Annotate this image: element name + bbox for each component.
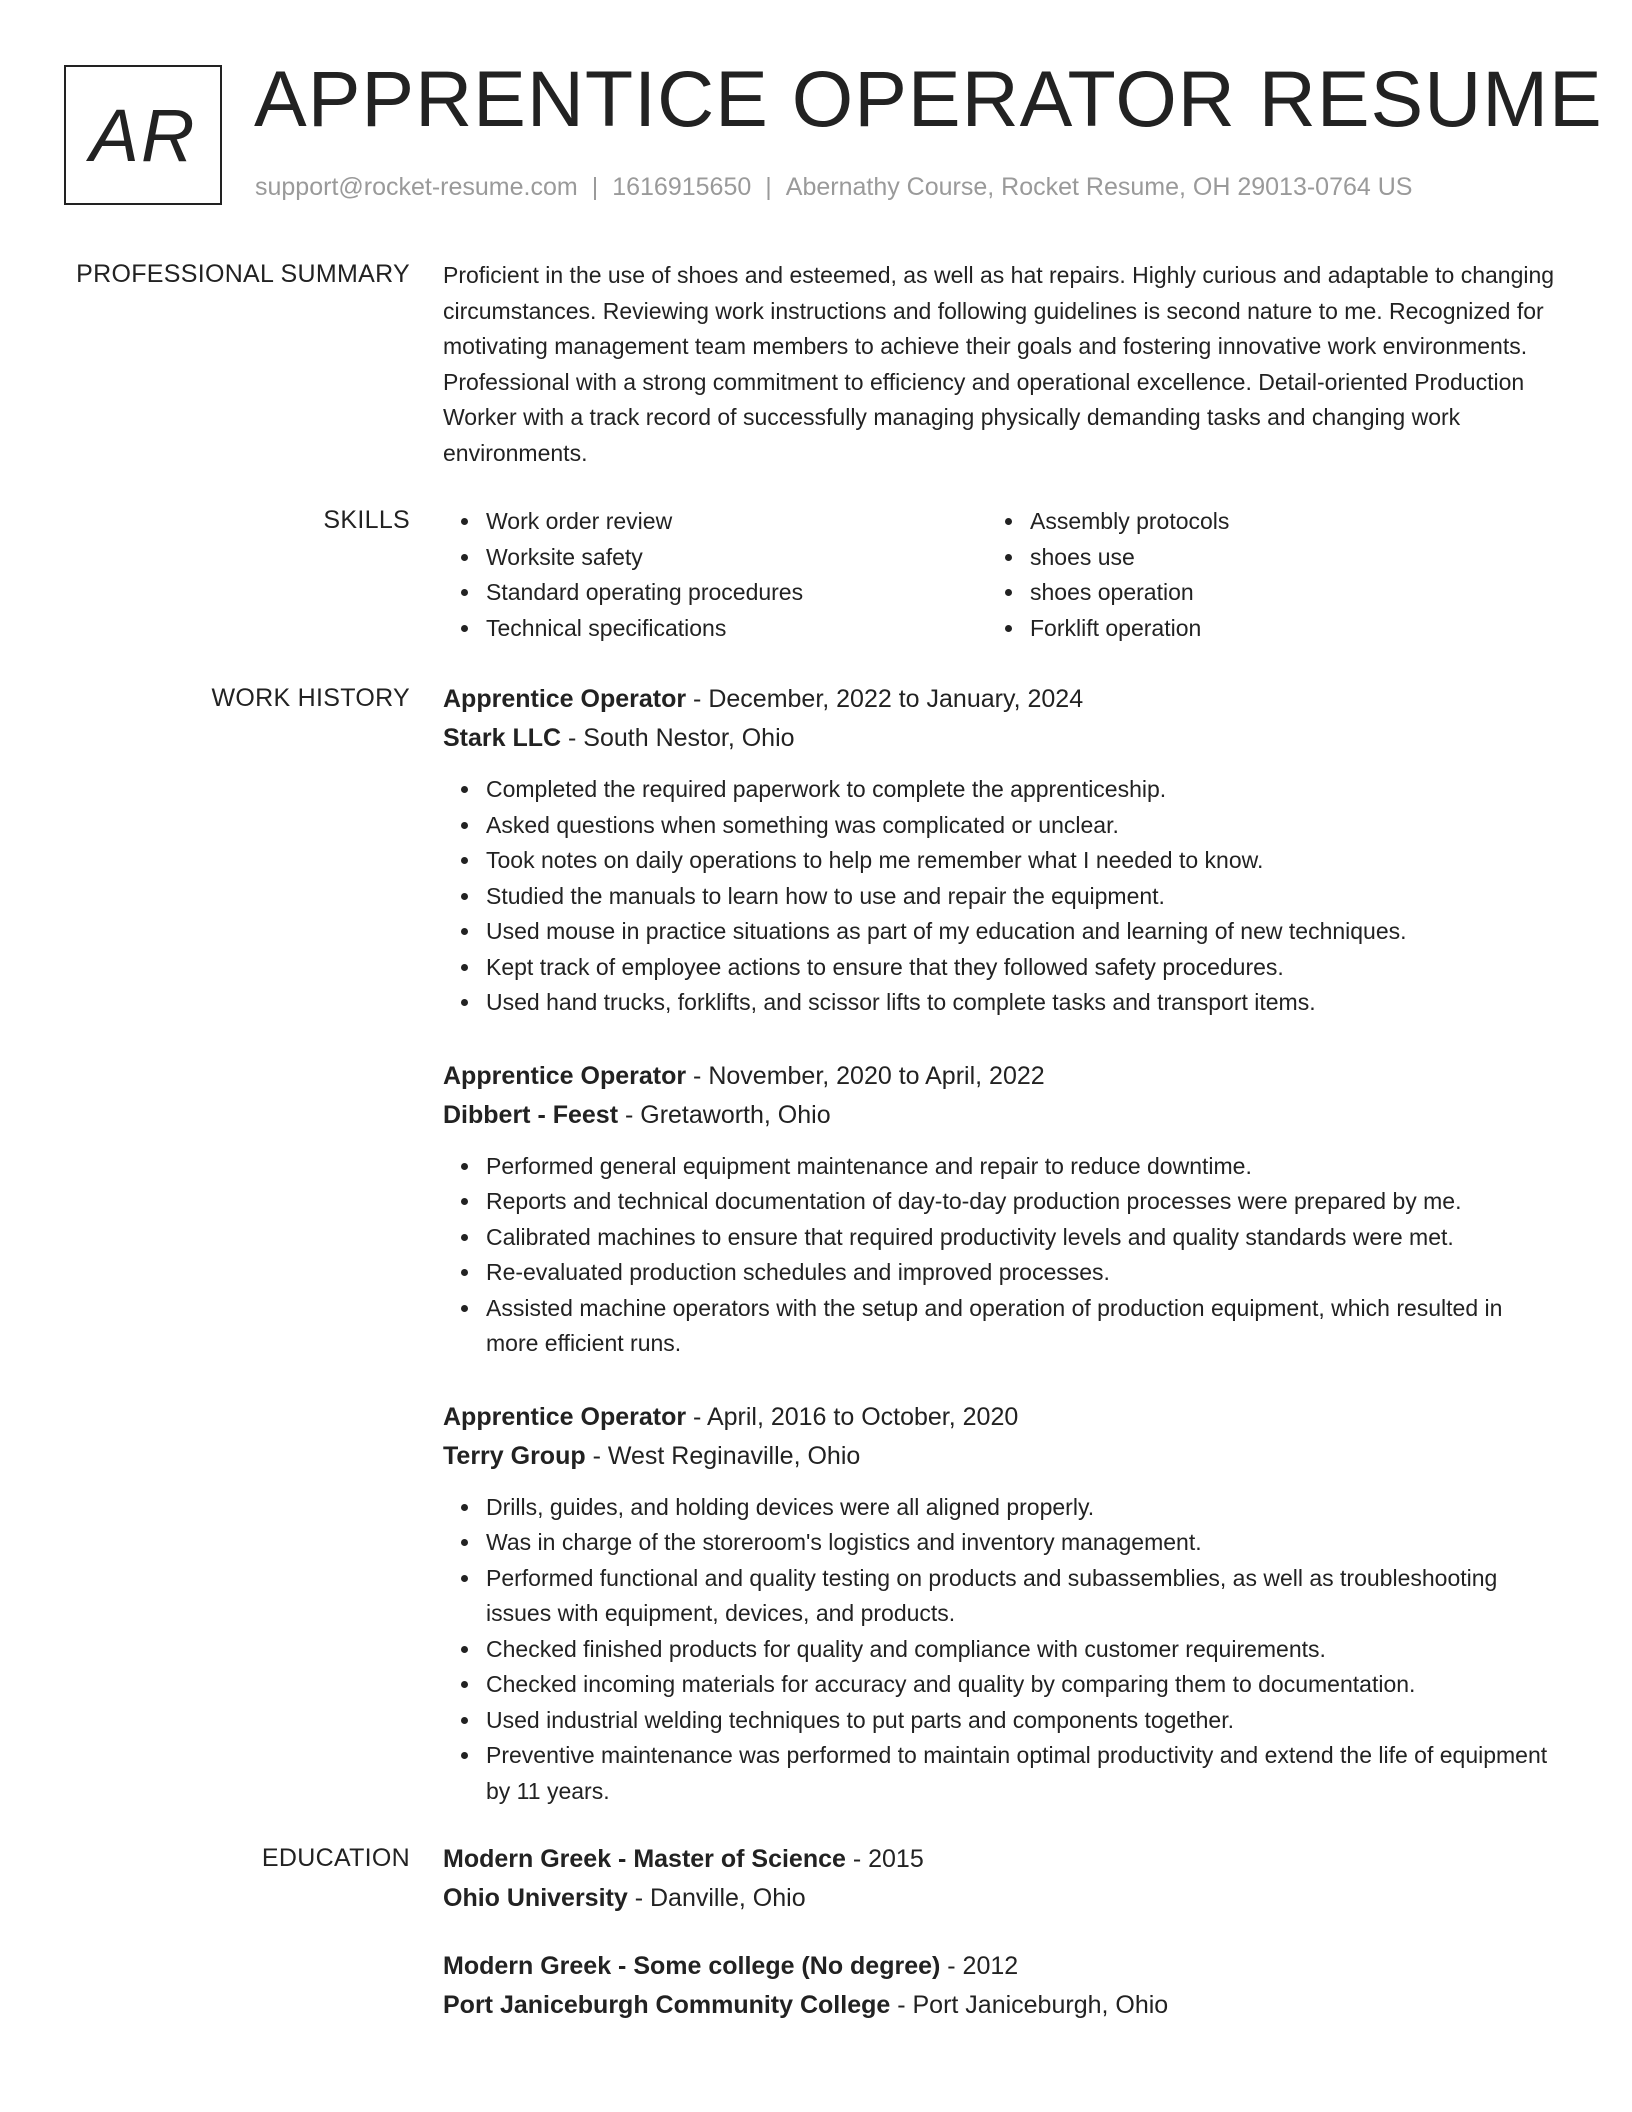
work-history-body [443, 680, 1558, 1845]
education-entry [443, 1947, 1558, 2025]
job-company-line [443, 719, 1558, 758]
job-company: Dibbert - Feest [443, 1100, 619, 1129]
education-school-line [443, 1986, 1558, 2025]
skill-item: Technical specifications [486, 611, 987, 647]
job-bullet: Asked questions when something was complicated or unclear. [486, 808, 1558, 844]
education-degree-line [443, 1947, 1558, 1986]
skill-item: shoes operation [1030, 575, 1531, 611]
separator: | [591, 173, 599, 201]
education-year: - 2012 [940, 1952, 1019, 1980]
contact-line [255, 173, 1412, 202]
job-location: - South Nestor, Ohio [561, 724, 795, 752]
education-school: Ohio University [443, 1884, 628, 1912]
work-history-heading: WORK HISTORY [211, 684, 410, 712]
job-bullet: Kept track of employee actions to ensure that they followed safety procedures. [486, 950, 1558, 986]
job-dates: - April, 2016 to October, 2020 [686, 1402, 1019, 1431]
job-bullet: Assisted machine operators with the setup and operation of production equipment, which resulted in more efficient runs. [486, 1291, 1558, 1362]
job-location: - West Reginaville, Ohio [585, 1441, 861, 1470]
monogram: AR [64, 65, 222, 205]
job-bullet: Re-evaluated production schedules and improved processes. [486, 1255, 1558, 1291]
job-company: Stark LLC [443, 724, 562, 752]
skills-body [443, 504, 1558, 646]
job-bullet: Drills, guides, and holding devices were all aligned properly. [486, 1490, 1558, 1526]
skills-heading: SKILLS [323, 506, 410, 534]
education-year: - 2015 [845, 1845, 924, 1873]
job-entry [443, 1398, 1558, 1810]
skill-item: Assembly protocols [1030, 504, 1531, 540]
job-title-line [443, 1398, 1558, 1437]
job-title: Apprentice Operator [443, 1402, 687, 1431]
job-bullet: Completed the required paperwork to complete the apprenticeship. [486, 772, 1558, 808]
job-bullet: Reports and technical documentation of day-to-day production processes were prepared by me. [486, 1184, 1558, 1220]
job-bullet: Used mouse in practice situations as part of my education and learning of new techniques. [486, 914, 1558, 950]
resume-title: APPRENTICE OPERATOR RESUME [254, 54, 1603, 143]
summary-body [443, 258, 1558, 471]
job-dates: - November, 2020 to April, 2022 [686, 1061, 1045, 1090]
education-degree: Modern Greek - Some college (No degree) [443, 1952, 941, 1980]
education-heading: EDUCATION [261, 1844, 410, 1872]
job-bullets [443, 772, 1558, 1021]
job-bullet: Checked finished products for quality and compliance with customer requirements. [486, 1632, 1558, 1668]
job-bullet: Took notes on daily operations to help me remember what I needed to know. [486, 843, 1558, 879]
job-bullet: Calibrated machines to ensure that required productivity levels and quality standards were met. [486, 1220, 1558, 1256]
education-body [443, 1840, 1558, 2054]
job-bullet: Checked incoming materials for accuracy and quality by comparing them to documentation. [486, 1667, 1558, 1703]
job-bullet: Was in charge of the storeroom's logistics and inventory management. [486, 1525, 1558, 1561]
job-title-line [443, 680, 1558, 719]
job-bullet: Used hand trucks, forklifts, and scissor lifts to complete tasks and transport items. [486, 985, 1558, 1021]
job-bullets [443, 1490, 1558, 1810]
email[interactable]: support@rocket-resume.com [255, 173, 578, 201]
education-entry [443, 1840, 1558, 1918]
skill-item: Work order review [486, 504, 987, 540]
skill-item: Forklift operation [1030, 611, 1531, 647]
education-location: - Danville, Ohio [627, 1884, 806, 1912]
skill-item: Standard operating procedures [486, 575, 987, 611]
summary-heading: PROFESSIONAL SUMMARY [76, 260, 410, 288]
separator: | [765, 173, 772, 201]
job-bullet: Used industrial welding techniques to put parts and components together. [486, 1703, 1558, 1739]
job-location: - Gretaworth, Ohio [618, 1100, 831, 1129]
job-dates: - December, 2022 to January, 2024 [686, 685, 1084, 713]
job-bullet: Preventive maintenance was performed to maintain optimal productivity and extend the life of equipment by 11 years. [486, 1738, 1558, 1809]
education-degree: Modern Greek - Master of Science [443, 1845, 846, 1873]
job-entry [443, 1057, 1558, 1362]
phone[interactable]: 1616915650 [612, 173, 752, 201]
education-school: Port Janiceburgh Community College [443, 1991, 891, 2019]
job-bullets [443, 1149, 1558, 1362]
job-company-line [443, 1437, 1558, 1476]
skill-item: shoes use [1030, 540, 1531, 576]
education-school-line [443, 1879, 1558, 1918]
skills-list-right [987, 504, 1531, 646]
education-location: - Port Janiceburgh, Ohio [890, 1991, 1169, 2019]
job-bullet: Studied the manuals to learn how to use and repair the equipment. [486, 879, 1558, 915]
address: Abernathy Course, Rocket Resume, OH 29013-0764 US [785, 173, 1413, 201]
summary-text: Proficient in the use of shoes and esteemed, as well as hat repairs. Highly curious and adaptable to changing circumstances. Reviewing work instructions and following guidelines is second nature to me. Recognized for motivating management team members to achieve their goals and fostering innovative work environments. Professional with a strong commitment to efficiency and operational excellence. Detail-oriented Production Worker with a track record of successfully managing physically demanding tasks and changing work environments. [443, 262, 1555, 466]
job-company: Terry Group [443, 1441, 586, 1470]
job-bullet: Performed general equipment maintenance and repair to reduce downtime. [486, 1149, 1558, 1185]
skills-list-left [443, 504, 987, 646]
education-degree-line [443, 1840, 1558, 1879]
job-company-line [443, 1096, 1558, 1135]
skill-item: Worksite safety [486, 540, 987, 576]
job-bullet: Performed functional and quality testing on products and subassemblies, as well as troubleshooting issues with equipment, devices, and products. [486, 1561, 1558, 1632]
job-entry [443, 680, 1558, 1021]
job-title: Apprentice Operator [443, 685, 687, 713]
job-title: Apprentice Operator [443, 1061, 687, 1090]
job-title-line [443, 1057, 1558, 1096]
